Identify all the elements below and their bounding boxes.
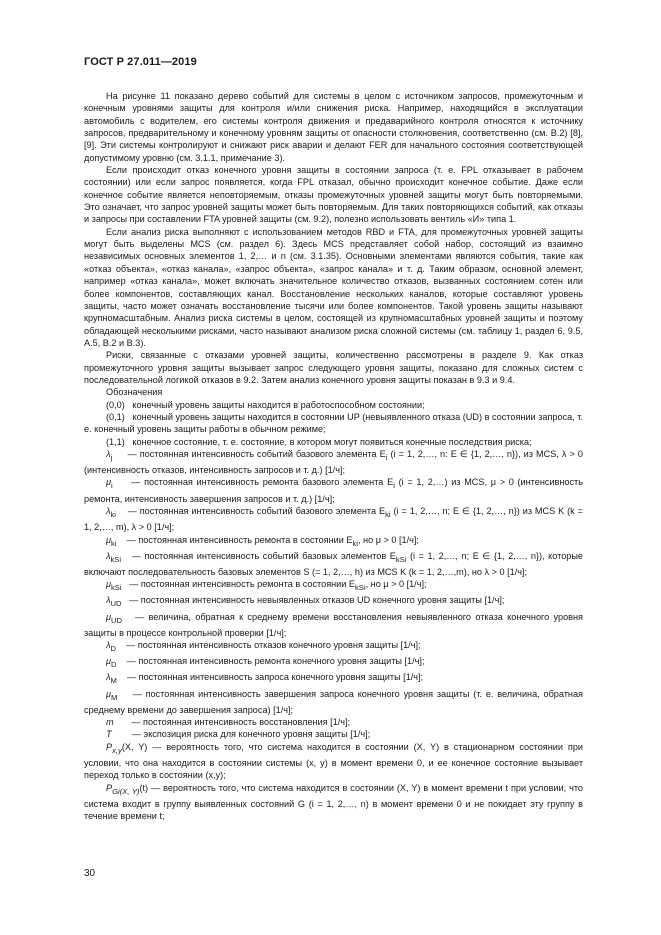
symbol-subscript: kSi [111,583,122,593]
page-body [84,90,583,823]
state-item [84,399,583,411]
symbol: λ [106,672,111,683]
definition-text: (t) — вероятность того, что система находится в состоянии (X, Y) в момент времени t при условии, что система входит в группу выявленных состояний G (i = 1, 2,…, n) в момент времени 0 и не покидает эту группу в течение времени t; [84,782,583,822]
definition-item: $\lambda_j$ — постоянная интенсивность событий базового элемента $E_i$ (i = 1, 2,…, n: E ∈ {1, 2,…, n}), из MCS, λ > 0 (интенсивность отказов, интенсивность запросов и т. д.) [1/ч]; [84,448,583,476]
definition-text: — постоянная интенсивность невыявленных отказов UD конечного уровня защиты [1/ч]; [129,595,505,606]
notation-title: Обозначения [106,387,163,398]
symbol: μ [106,477,111,488]
definition-tail: , но μ > 0 [1/ч]; [365,579,427,590]
symbol: λ [106,448,111,459]
paragraph: На рисунке 11 показано дерево событий для системы в целом с источником запросов, промежуточным и конечным уровнями защиты для контроля и/или снижения риска. Например, находящийся в эксплуатации автомобиль с водителем, его системы контроля движения и предаварийного контроля относятся к источнику запросов, предварительному и конечному уровням защиты от опасности столкновения, соответственно (см. В.2) [8], [9]. Эти системы контролируют и снижают риск аварии и делают FER для начального состояния соответствующей допустимому уровню (см. 3.1.1, примечание 3). [84,91,583,163]
definition-text: — постоянная интенсивность ремонта в состоянии E [126,534,353,545]
document-header: ГОСТ Р 27.011—2019 [84,56,197,68]
definition-item [84,716,583,728]
symbol-subscript: x,y [112,745,122,755]
symbol: λ [106,506,111,516]
definition-item: $\mu_{ki}$ — постоянная интенсивность ремонта в состоянии $E_{ki}$, но μ > 0 [1/ч]; [106,534,419,548]
symbol: λ [106,550,111,561]
state-item [84,436,583,448]
symbol: μ [106,656,111,667]
definition-text: — величина, обратная к среднему времени восстановления невыявленного отказа конечного уровня защиты в процессе контрольной проверки [1/ч]; [84,611,583,638]
symbol-subscript: ki [110,509,116,519]
definition-item: $\mu_i$ — постоянная интенсивность ремонта базового элемента $E_i$ (i = 1, 2,…) из MCS, μ > 0 (интенсивность ремонта, интенсивность завершения запросов и т. д.) [1/ч]; [84,477,583,504]
state-text: конечное состояние, т. е. состояние, в котором могут появиться конечные последствия риска; [132,436,532,447]
symbol-subscript: Gi(X, Y) [112,786,140,796]
symbol-subscript: i [111,481,113,491]
symbol: m [106,717,114,728]
state-text: конечный уровень защиты находится в состоянии UP (невыявленного отказа (UD) в состоянии запроса, т. е. конечный уровень защиты работы в обычном режиме; [84,411,583,435]
symbol-subscript: M [110,676,117,686]
symbol-subscript: ki [111,538,117,548]
symbol: T [106,729,112,740]
symbol: μ [106,579,111,590]
symbol-subscript: kSi [110,554,122,564]
symbol-subscript: M [111,692,118,702]
definition-text: — постоянная интенсивность восстановления [1/ч]; [131,717,351,728]
paragraph: Риски, связанные с отказами уровней защиты, количественно рассмотрены в разделе 9. Как отказ промежуточного уровня защиты вызывает запрос следующего уровня защиты, показано для сложных систем с последовательной логикой отказов в 9.2. Затем анализ конечного уровня защиты показан в 9.3 и 9.4. [84,350,583,385]
definition-item: $\mu_{kSi}$ — постоянная интенсивность ремонта в состоянии $E_{kSi}$, но μ > 0 [1/ч]; [106,579,427,593]
state-text: конечный уровень защиты находится в работоспособном состоянии; [132,399,425,410]
definition-item [84,688,583,717]
state-code: (1,1) [106,436,125,447]
definition-text: — постоянная интенсивность событий базового элемента E [127,448,386,459]
symbol: P [106,782,113,793]
definition-item [84,655,583,671]
definition-item [84,728,583,740]
definition-text: — постоянная интенсивность событий базовых элементов E [131,550,396,561]
symbol-subscript: D [110,643,116,653]
definition-tail: (i = 1, 2,…) из MCS, μ > 0 (интенсивность ремонта, интенсивность завершения запросов и т. д.) [1/ч]; [84,477,583,504]
page-number: 30 [84,868,96,879]
definition-text: — постоянная интенсивность отказов конечного уровня защиты [1/ч]; [126,640,421,651]
symbol: λ [106,595,111,606]
definition-tail: (i = 1, 2,…, n: E ∈ {1, 2,…, n}), из MCS, λ > 0 (интенсивность отказов, интенсивность запросов и т. д.) [1/ч]; [84,448,583,476]
symbol: μ [106,688,111,699]
definition-item [84,594,583,610]
definition-item: $\lambda_{ki}$ — постоянная интенсивность событий базового элемента $E_{ki}$ (i = 1, 2,…, n; E ∈ {1, 2,…, n}) из MCS K (k = 1, 2,…, m), λ > 0 [1/ч]; [84,506,583,533]
symbol-subscript: UD [110,599,122,609]
state-code: (0,0) [106,399,125,410]
definition-text: — экспозиция риска для конечного уровня защиты [1/ч]; [131,729,371,740]
definition-item [84,639,583,655]
definition-text: — постоянная интенсивность ремонта в состоянии E [129,579,355,590]
probability-definition [84,782,583,823]
definition-text: (X, Y) — вероятность того, что система находится в состоянии (X, Y) в стационарном состоянии при условии, что она находится в состоянии системы (x, y) в момент времени 0, и ее конечное состояние вызывает переход только в состоянии (x,y); [84,741,583,781]
symbol: μ [106,611,111,622]
definition-item: $\lambda_{kSi}$ — постоянная интенсивность событий базовых элементов $E_{kSi}$ (i = 1, 2,…, n; E ∈ {1, 2,…, n}), которые включают последовательность базовых элементов S (= 1, 2,…, h) из MCS K (k = 1, 2,…,m), но λ > 0 [1/ч]; [84,550,584,577]
definition-text: — постоянная интенсивность завершения запроса конечного уровня защиты (т. е. величина, обратная среднему времени до завершения запроса) [1/ч]; [84,688,583,715]
definition-text: — постоянная интенсивность ремонта базового элемента E [131,477,394,488]
definition-tail: (i = 1, 2,…, n; E ∈ {1, 2,…, n}), которые включают последовательность базовых элементов S (= 1, 2,…, h) из MCS K (k = 1, 2,…,m), но λ > 0 [1/ч]; [84,550,584,577]
symbol: P [106,741,113,752]
paragraph: Если происходит отказ конечного уровня защиты в состоянии запроса (т. е. FPL отказывает в рабочем состоянии) или если запрос появляется, когда FPL отказал, обычно происходит конечное событие. Даже если конечное событие является неповторяемым, отказы промежуточных уровней защиты могут быть повторяемыми. Это означает, что запрос уровней защиты может быть повторяемым. Для таких повторяющихся событий, как отказы и запросы при составлении FTA уровней защиты (см. 9.2), полезно использовать вентиль «И» типа 1. [84,165,583,225]
symbol: μ [106,534,111,545]
definition-tail: , но μ > 0 [1/ч]; [357,534,419,545]
definition-text: — постоянная интенсивность ремонта конечного уровня защиты [1/ч]; [126,656,425,667]
symbol-subscript: UD [111,615,122,625]
symbol: λ [106,640,111,651]
symbol-subscript: j [110,452,113,462]
probability-definition [84,741,583,782]
paragraph: Если анализ риска выполняют с использованием методов RBD и FTA, для промежуточных уровней защиты могут быть выделены MCS (см. раздел 6). Здесь MCS представляет собой набор, состоящий из взаимно независимых основных элементов 1, 2,… и n (см. 3.1.35). Основными элементами являются события, такие как «отказ объекта», «отказ канала», «запрос объекта», «запрос канала» и т. д. Таким образом, основной элемент, например «отказ канала», может включать значительное количество отказов, вызванных состоянием сотен или более компонентов, составляющих канал. Восстановление нескольких каналов, которые составляют уровень защиты, часто может означать восстановление тысячи или более компонентов. Такой уровень защиты называют крупномасштабным. Анализ риска системы в целом, состоящей из крупномасштабных уровней защиты и поэтому обладающей несколькими рисками, часто называют анализом риска сложной системы (см. таблицу 1, раздел 6, 9.5, А.5, В.2 и В.3). [84,226,583,348]
definition-text: — постоянная интенсивность событий базового элемента E [127,506,386,516]
definition-item [84,611,583,640]
state-code: (0,1) [106,411,125,422]
definition-tail: (i = 1, 2,…, n; E ∈ {1, 2,…, n}) из MCS K (k = 1, 2,…, m), λ > 0 [1/ч]; [84,506,583,533]
definition-text: — постоянная интенсивность запроса конечного уровня защиты [1/ч]; [127,672,424,683]
symbol-subscript: D [111,660,117,670]
definition-item [84,671,583,687]
state-item [84,411,583,436]
